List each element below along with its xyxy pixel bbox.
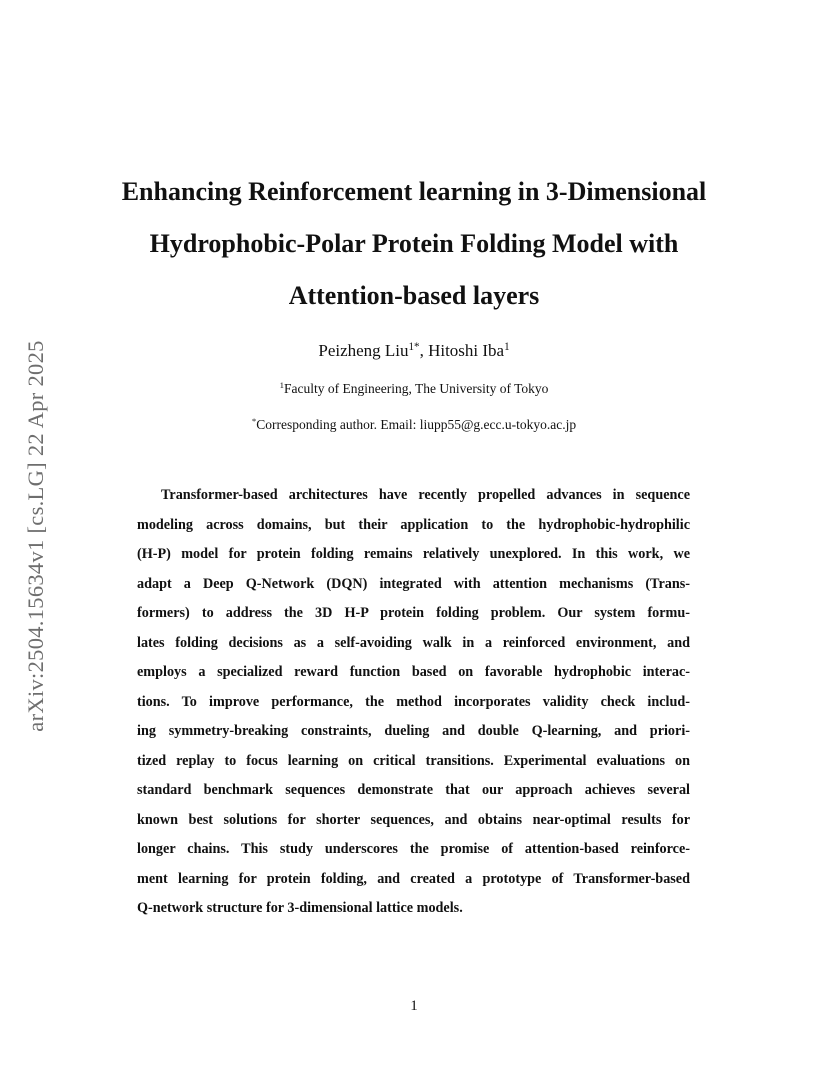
abstract <box>137 481 690 924</box>
author-name: Peizheng Liu <box>318 341 409 360</box>
author-name: Hitoshi Iba <box>428 341 505 360</box>
abstract-line: lates folding decisions as a self-avoiding walk in a reinforced environment, and <box>137 634 690 651</box>
corresponding-text: Corresponding author. Email: liupp55@g.ecc.u-tokyo.ac.jp <box>256 417 577 432</box>
abstract-line: Q-network structure for 3-dimensional lattice models. <box>137 900 463 916</box>
abstract-line: Transformer-based architectures have recently propelled advances in sequence <box>161 487 690 503</box>
author-separator: , <box>419 341 429 360</box>
abstract-line: standard benchmark sequences demonstrate that our approach achieves several <box>137 782 690 798</box>
title-line: Enhancing Reinforcement learning in 3-Dimensional <box>121 177 707 206</box>
abstract-line: modeling across domains, but their application to the hydrophobic-hydrophilic <box>137 516 690 533</box>
paper-title <box>90 166 738 322</box>
abstract-line: tized replay to focus learning on critical transitions. Experimental evaluations on <box>137 752 690 769</box>
arxiv-identifier-stamp: arXiv:2504.15634v1 [cs.LG] 22 Apr 2025 <box>23 340 48 732</box>
abstract-line: adapt a Deep Q-Network (DQN) integrated with attention mechanisms (Trans- <box>137 575 690 592</box>
author-affiliation-mark: 1 <box>504 340 510 353</box>
affiliation <box>0 381 828 397</box>
affiliation-text: Faculty of Engineering, The University of Tokyo <box>284 381 549 396</box>
abstract-line: longer chains. This study underscores the promise of attention-based reinforce- <box>137 841 690 857</box>
abstract-line: formers) to address the 3D H-P protein folding problem. Our system formu- <box>137 605 690 621</box>
abstract-line: tions. To improve performance, the method incorporates validity check includ- <box>137 693 690 710</box>
corresponding-author <box>0 417 828 433</box>
title-line: Attention-based layers <box>288 281 540 310</box>
title-line: Hydrophobic-Polar Protein Folding Model with <box>149 229 679 258</box>
abstract-line: employs a specialized reward function based on favorable hydrophobic interac- <box>137 664 690 680</box>
abstract-line: (H-P) model for protein folding remains relatively unexplored. In this work, we <box>137 546 690 562</box>
abstract-line: ing symmetry-breaking constraints, dueling and double Q-learning, and priori- <box>137 723 690 739</box>
author-list <box>0 341 828 361</box>
abstract-line: ment learning for protein folding, and created a prototype of Transformer-based <box>137 870 690 887</box>
affiliation-mark: 1 <box>279 380 284 391</box>
corresponding-mark: * <box>251 416 257 427</box>
page-number: 1 <box>410 998 418 1014</box>
abstract-line: known best solutions for shorter sequences, and obtains near-optimal results for <box>137 811 690 828</box>
author-affiliation-mark: 1* <box>408 340 420 353</box>
